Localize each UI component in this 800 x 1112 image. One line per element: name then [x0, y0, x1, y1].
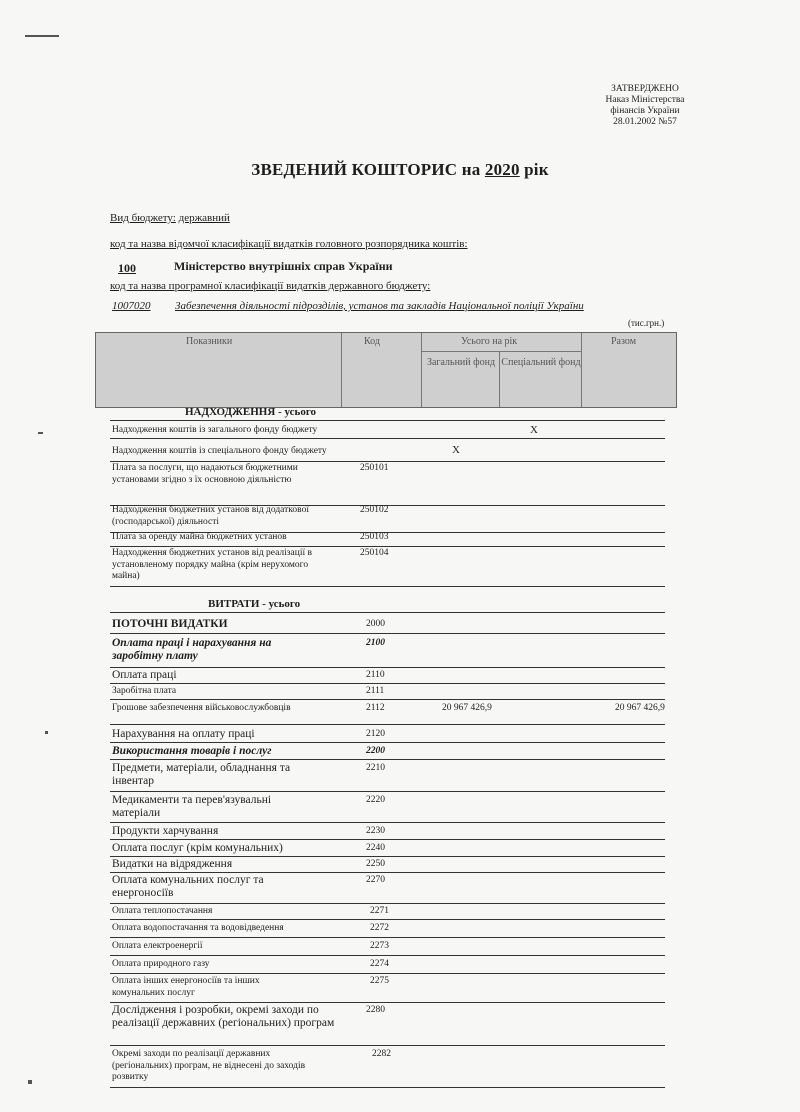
table-row [110, 684, 665, 700]
scan-mark [25, 35, 59, 37]
scan-speck [28, 1080, 32, 1084]
section-revenue: НАДХОДЖЕННЯ - усього [185, 406, 317, 418]
x-mark: X [530, 424, 538, 436]
section-expenses-rule [110, 598, 665, 613]
row-label: Оплата електроенергії [112, 941, 203, 951]
row-code: 250103 [360, 532, 389, 542]
row-general-fund: 20 967 426,9 [442, 703, 492, 713]
row-code: 2273 [370, 941, 389, 951]
header-total-year: Усього на рік [461, 336, 518, 347]
row-label: Плата за послуги, що надаються бюджетними установами згідно з їх основною діяльністю [112, 463, 298, 485]
header-special-fund: Спеціальний фонд [501, 357, 581, 368]
row-code: 2220 [366, 795, 385, 805]
header-divider [421, 351, 581, 352]
row-label: Окремі заходи по реалізації державних (регіональних) програм, не віднесені до заходів розвитку [112, 1049, 306, 1082]
table-row [110, 840, 665, 857]
row-label: Надходження бюджетних установ від реалізації в установленому порядку майна (крім нерухомого майна) [112, 548, 312, 581]
row-code: 2272 [370, 923, 389, 933]
approval-line: 28.01.2002 №57 [613, 117, 677, 127]
table-row [110, 548, 665, 587]
row-code: 2271 [370, 906, 389, 916]
header-code: Код [364, 336, 380, 347]
row-code: 250102 [360, 505, 389, 515]
row-label: Грошове забезпечення військовослужбовців [112, 703, 291, 713]
scan-speck [38, 432, 43, 434]
table-row [110, 616, 665, 634]
row-code: 2100 [366, 638, 385, 648]
approval-line: ЗАТВЕРДЖЕНО [611, 84, 679, 94]
row-code: 2250 [366, 859, 385, 869]
dept-name: Міністерство внутрішніх справ України [174, 259, 393, 273]
table-row [110, 956, 665, 974]
x-mark: X [452, 444, 460, 456]
table-row [110, 873, 665, 904]
table-row [110, 440, 665, 462]
row-label: Медикаменти та перев'язувальні матеріали [112, 794, 272, 819]
dept-code: 100 [118, 261, 136, 275]
row-label: Оплата водопостачання та водовідведення [112, 923, 284, 933]
row-label: Оплата праці і нарахування на заробітну плату [112, 637, 272, 662]
table-row [110, 505, 665, 533]
row-code: 2282 [372, 1049, 391, 1059]
row-label: Оплата теплопостачання [112, 906, 213, 916]
row-code: 2210 [366, 763, 385, 773]
table-row [110, 743, 665, 760]
table-row [110, 904, 665, 920]
table-row [110, 974, 665, 1003]
header-divider [499, 351, 500, 407]
row-label: Оплата праці [112, 669, 177, 681]
budget-type-label: Вид бюджету: [110, 212, 176, 224]
row-code: 2120 [366, 729, 385, 739]
row-label: Плата за оренду майна бюджетних установ [112, 532, 287, 542]
table-row [110, 700, 665, 725]
row-label: Надходження бюджетних установ від додаткової (господарської) діяльності [112, 505, 309, 527]
row-code: 2112 [366, 703, 385, 713]
row-label: Використання товарів і послуг [112, 745, 272, 757]
row-code: 250101 [360, 463, 389, 473]
approval-line: Наказ Міністерства [605, 95, 685, 105]
table-row [110, 422, 665, 439]
row-label: Надходження коштів із спеціального фонду бюджету [112, 446, 327, 456]
row-code: 2274 [370, 959, 389, 969]
dept-classification-label: код та назва відомчої класифікації видатків головного розпорядника коштів: [110, 238, 468, 250]
table-row [110, 938, 665, 956]
units-label: (тис.грн.) [628, 318, 665, 328]
row-label: Оплата інших енергоносіїв та інших комунальних послуг [112, 976, 260, 998]
table-row [110, 823, 665, 840]
row-label: Оплата комунальних послуг та енергоносіїв [112, 874, 264, 899]
title-year: 2020 [484, 160, 520, 179]
program-classification-label: код та назва програмної класифікації видатків державного бюджету: [110, 280, 431, 292]
scan-speck [45, 731, 48, 734]
row-code: 2200 [366, 746, 385, 756]
row-label: Видатки на відрядження [112, 858, 233, 870]
row-code: 2110 [366, 670, 385, 680]
table-row [110, 667, 665, 684]
row-code: 250104 [360, 548, 389, 558]
budget-type-value: державний [178, 212, 230, 224]
title-prefix: ЗВЕДЕНИЙ КОШТОРИС на [251, 160, 481, 179]
table-row [110, 920, 665, 938]
table-row [110, 635, 665, 668]
program-name: Забезпечення діяльності підрозділів, установ та закладів Національної поліції України [175, 300, 584, 312]
header-code-cell [341, 333, 422, 407]
document-title [0, 160, 800, 180]
budget-type [110, 212, 230, 224]
row-label: ПОТОЧНІ ВИДАТКИ [112, 618, 228, 630]
row-code: 2000 [366, 619, 385, 629]
row-label: Надходження коштів із загального фонду бюджету [112, 425, 318, 435]
row-code: 2240 [366, 843, 385, 853]
table-row [110, 726, 665, 743]
row-label: Оплата природного газу [112, 959, 210, 969]
program-code: 1007020 [112, 300, 151, 312]
header-general-fund: Загальний фонд [426, 357, 496, 368]
approval-line: фінансів України [610, 106, 680, 116]
row-code: 2111 [366, 686, 385, 696]
table-row [110, 463, 665, 506]
row-label: Оплата послуг (крім комунальних) [112, 842, 283, 854]
row-code: 2230 [366, 826, 385, 836]
table-row [110, 1003, 665, 1046]
section-expenses: ВИТРАТИ - усього [208, 598, 301, 610]
row-code: 2280 [366, 1005, 385, 1015]
row-code: 2270 [366, 875, 385, 885]
header-indicators: Показники [186, 336, 233, 347]
row-code: 2275 [370, 976, 389, 986]
title-suffix: рік [524, 160, 549, 179]
approval-block [560, 84, 730, 128]
header-sum: Разом [611, 336, 637, 347]
table-row [110, 792, 665, 823]
row-label: Продукти харчування [112, 825, 219, 837]
table-row [110, 760, 665, 792]
row-total: 20 967 426,9 [615, 703, 665, 713]
table-row [110, 857, 665, 873]
table-row [110, 1047, 665, 1088]
row-label: Заробітна плата [112, 686, 177, 696]
row-label: Нарахування на оплату праці [112, 728, 255, 740]
row-label: Предмети, матеріали, обладнання та інвентар [112, 762, 291, 787]
table-row [110, 532, 665, 547]
section-revenue-rule [110, 406, 665, 421]
table-header [95, 332, 677, 408]
row-label: Дослідження і розробки, окремі заходи по реалізації державних (регіональних) програм [112, 1004, 335, 1029]
